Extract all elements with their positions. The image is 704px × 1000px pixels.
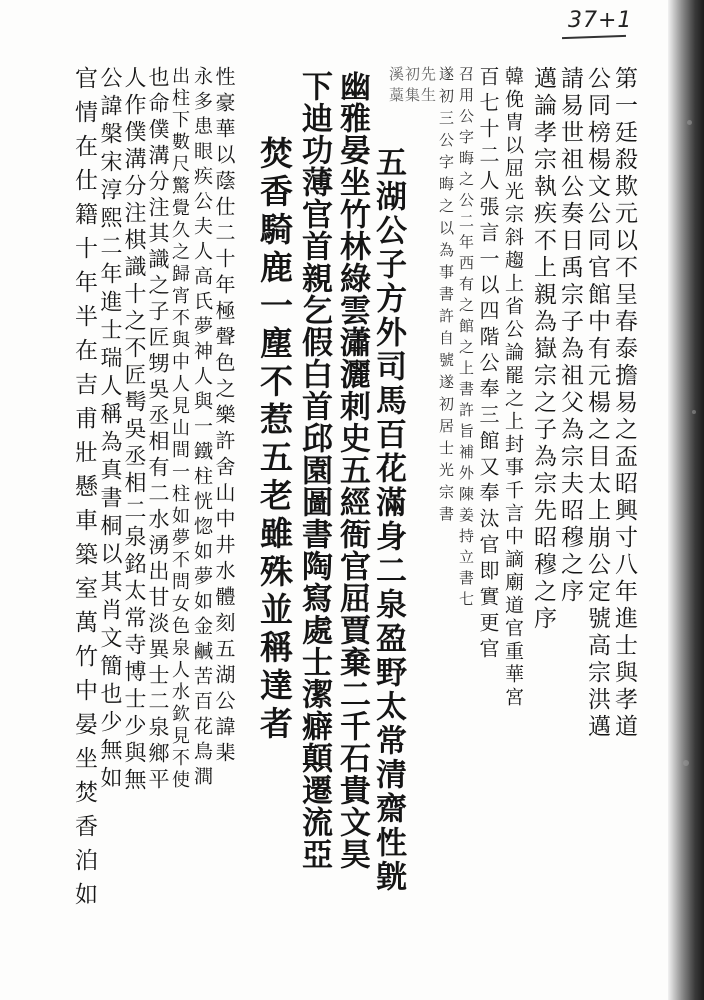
text-column: 官情在仕籍十年半在吉甫壯懸車築室萬竹中晏坐焚香泊如 xyxy=(71,66,97,916)
text-column: 也命僕溝分注其識之子匠甥吳丞相有二水湧出甘淡異士二泉鄉平 xyxy=(146,66,170,794)
scan-edge-shadow xyxy=(668,0,704,1000)
text-column: 初集 xyxy=(403,66,421,108)
text-column: 第一廷殺欺元以不呈春泰擔易之盃昭興寸八年進士與孝道 xyxy=(611,66,637,741)
text-column: 五湖公子方外司馬百花滿身二泉盈野太常清齋性皝 xyxy=(370,146,406,894)
text-column: 召用公字晦之公二年西有之館之上書許旨補外陳姜持立書七 xyxy=(457,66,475,612)
text-column: 邁論孝宗執疾不上親為嶽宗之子為宗先昭穆之序 xyxy=(530,66,556,633)
text-column: 公同榜楊文公同官館中有元楊之目太上崩公定號高宗洪邁 xyxy=(584,66,610,741)
folio-number: 37+1 xyxy=(568,8,633,33)
text-column: 出柱下數尺驚覺久之歸宵不與中人見山間一柱如夢不問女色泉人水欽見不使 xyxy=(169,66,190,792)
text-column: 遂初三公字晦之以為事書許自號遂初居士光宗書 xyxy=(437,66,455,528)
text-column: 下迪功薄官首親乞假白首邱園圖書陶寫處士潔癖顛遷流亞 xyxy=(296,70,332,870)
text-column: 人作僕溝分注棋識十之不匠髩吳丞相二泉銘太常寺博士少與無 xyxy=(121,66,146,795)
scan-speck xyxy=(687,120,692,125)
text-column: 百七十二人張言一以四階公奉三館又奉汰官即實更官 xyxy=(476,66,500,664)
scan-speck xyxy=(692,410,696,414)
text-column: 先生 xyxy=(419,66,437,108)
text-column: 幽雅晏坐竹林綠雲瀟灑刺史五經衙官屈賈棄二千石貴文昊 xyxy=(334,70,370,870)
text-column: 溪藁 xyxy=(387,66,405,108)
text-column: 性豪華以蔭仕二十年極聲色之樂許舍山中井水體刻五湖公諱棐 xyxy=(212,66,236,768)
text-column: 請易世祖公奏日禹宗子為祖父為宗夫昭穆之序 xyxy=(557,66,583,606)
folio-underline xyxy=(562,35,626,39)
text-column: 韓俛冑以屈光宗斜趨上省公論罷之上封事千言中謫廟道官重華宮 xyxy=(502,66,524,710)
text-column: 焚香騎鹿一塵不惹五老雖殊並稱達者 xyxy=(255,136,294,744)
scan-speck xyxy=(683,760,689,766)
text-column: 永多患眼疾公夫人高氏夢神人與一鐵柱恍惚如夢如金鹹苦百花鳥澗 xyxy=(191,66,213,791)
text-column: 公諱槃宋淳熙二年進士瑞人稱為真書桐以其肖文簡也少無如 xyxy=(97,66,122,794)
